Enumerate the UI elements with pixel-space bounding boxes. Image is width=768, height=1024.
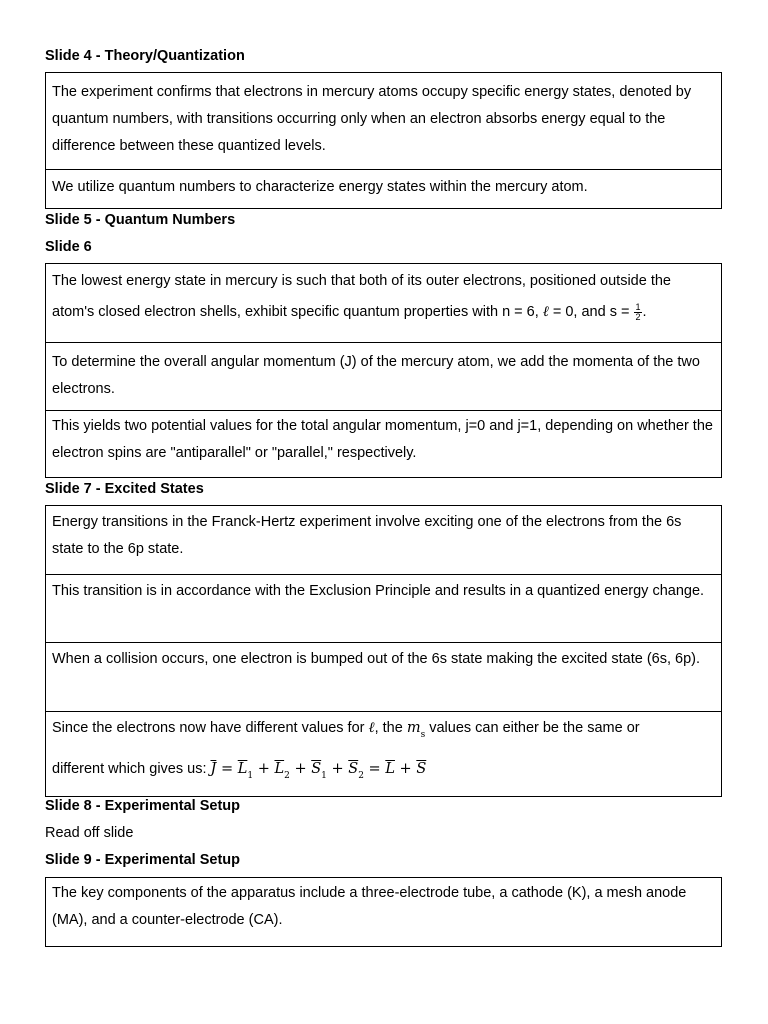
slide-7-row-3: When a collision occurs, one electron is bumped out of the 6s state making the excited state (6s, 6p). <box>46 642 721 711</box>
slide-7-table <box>45 505 722 797</box>
slide-7-row-4-line-2 <box>52 749 715 796</box>
slide-7-row-4 <box>46 711 721 796</box>
slide-7-heading: Slide 7 - Excited States <box>45 481 204 497</box>
slide-7-row-1: Energy transitions in the Franck-Hertz experiment involve exciting one of the electrons from the 6s state to the 6p state. <box>52 514 682 557</box>
ell-symbol: ℓ <box>542 304 549 320</box>
slide-6-row-1-text: The lowest energy state in mercury is such that both of its outer electrons, positioned outside the atom's closed electron shells, exhibit specific quantum properties with n = 6, <box>52 273 671 320</box>
one-half-fraction <box>634 303 641 322</box>
slide-5-heading: Slide 5 - Quantum Numbers <box>45 212 236 228</box>
slide-4-table <box>45 72 722 209</box>
slide-6-table <box>45 263 722 478</box>
slide-6-row-1-end: . <box>642 304 647 320</box>
fraction-denominator: 2 <box>635 311 641 322</box>
slide-6-heading: Slide 6 <box>45 239 92 255</box>
slide-4-row-1: The experiment confirms that electrons in mercury atoms occupy specific energy states, denoted by quantum numbers, with transitions occurring only when an electron absorbs energy equal to the difference between these quantized levels. <box>52 84 692 154</box>
slide-7-row-4-text-a: Since the electrons now have different values for <box>52 720 369 736</box>
slide-9-row-1: The key components of the apparatus include a three-electrode tube, a cathode (K), a mesh anode (MA), and a counter-electrode (CA). <box>52 885 687 928</box>
slide-7-row-4-text-d: different which gives us: <box>52 761 211 777</box>
slide-7-row-2: This transition is in accordance with the Exclusion Principle and results in a quantized energy change. <box>46 574 721 642</box>
slide-9-table <box>45 877 722 947</box>
slide-7-row-4-text-c: values can either be the same or <box>425 720 640 736</box>
fraction-numerator: 1 <box>635 301 641 312</box>
slide-6-row-3: This yields two potential values for the total angular momentum, j=0 and j=1, depending on whether the electron spins are "antiparallel" or "parallel," respectively. <box>46 410 721 477</box>
slide-4-row-2: We utilize quantum numbers to characterize energy states within the mercury atom. <box>46 169 721 208</box>
m-s-symbol: $m_s$ <box>406 720 426 740</box>
slide-7-row-4-line-1 <box>52 714 715 749</box>
angular-momentum-equation: $\overline{J} = \overline{L}_1 + \overline{L}_2 + \overline{S}_1 + \overline{S}_2 = \overline{L} + \overline{S}$ <box>210 761 427 781</box>
slide-9-heading: Slide 9 - Experimental Setup <box>45 852 240 868</box>
slide-6-row-1-mid: = 0, and s = <box>548 304 634 320</box>
slide-4-heading: Slide 4 - Theory/Quantization <box>45 48 245 64</box>
ell-symbol: ℓ <box>368 720 375 736</box>
slide-8-note: Read off slide <box>45 825 134 841</box>
slide-6-row-1 <box>46 264 721 342</box>
slide-7-row-4-text-b: , the <box>374 720 407 736</box>
slide-6-row-2: To determine the overall angular momentum (J) of the mercury atom, we add the momenta of the two electrons. <box>46 342 721 410</box>
slide-8-heading: Slide 8 - Experimental Setup <box>45 798 240 814</box>
